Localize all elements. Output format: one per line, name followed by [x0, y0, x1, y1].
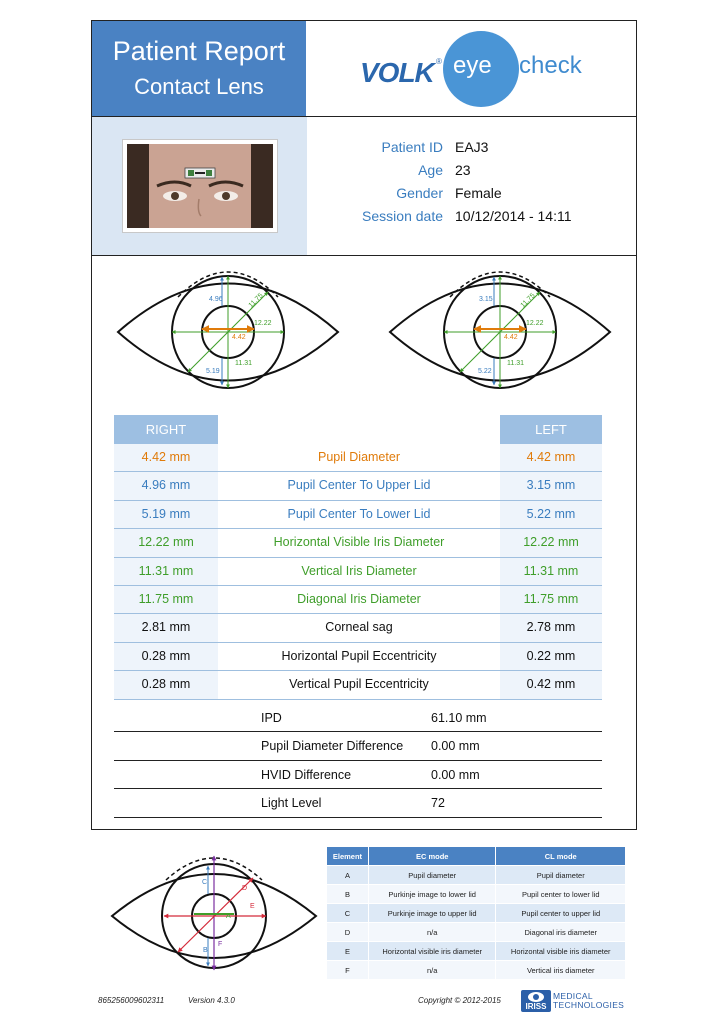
legend-row: [327, 942, 626, 961]
measurement-name: Pupil Diameter: [218, 444, 500, 472]
legend-element-cell: A: [327, 866, 369, 885]
legend-element-cell: F: [327, 961, 369, 980]
legend-ec-cell: Purkinje image to lower lid: [368, 885, 496, 904]
legend-cl-cell: Pupil center to lower lid: [496, 885, 626, 904]
pupil-icon: [533, 994, 539, 1000]
left-eye-value: 5.22 mm: [500, 501, 602, 529]
left-eye-value: 11.31 mm: [500, 558, 602, 586]
legend-element-cell: C: [327, 904, 369, 923]
patient-photo: [122, 139, 278, 233]
session-date-row: [307, 208, 636, 228]
light-level-label: Light Level: [261, 796, 322, 811]
patient-section: [92, 117, 636, 256]
right-upper-label: 4.96: [209, 296, 223, 303]
measurement-name: Corneal sag: [218, 614, 500, 642]
report-frame: [91, 20, 637, 830]
hvid-difference-value: 0.00 mm: [431, 767, 480, 782]
left-upper-label: 3.15: [479, 296, 493, 303]
legend-ec-header: EC mode: [368, 847, 496, 866]
left-diag-label: 11.75: [519, 292, 537, 310]
left-column-header: LEFT: [500, 415, 602, 444]
report-title: Patient Report: [112, 36, 286, 66]
patient-id-row: [307, 139, 636, 159]
left-hvid-label: 12.22: [526, 320, 544, 327]
ipd-value: 61.10 mm: [431, 711, 487, 725]
legend-row: [327, 961, 626, 980]
measurement-name: Diagonal Iris Diameter: [218, 586, 500, 614]
volk-logo-text: VOLK: [360, 57, 434, 88]
measurement-row: [114, 529, 602, 557]
right-lower-label: 5.19: [206, 368, 220, 375]
legend-cl-cell: Diagonal iris diameter: [496, 923, 626, 942]
title-box: [92, 21, 306, 116]
right-eye-value: 2.81 mm: [114, 614, 218, 642]
eye-diagrams-area: [92, 257, 636, 407]
legend-ec-cell: Horizontal visible iris diameter: [368, 942, 496, 961]
summary-row: [114, 761, 602, 789]
volk-eyecheck-logo: [360, 29, 590, 109]
legend-cl-cell: Horizontal visible iris diameter: [496, 942, 626, 961]
summary-row: [114, 704, 602, 732]
gender-row: [307, 185, 636, 205]
right-eye-value: 0.28 mm: [114, 671, 218, 699]
legend-cl-header: CL mode: [496, 847, 626, 866]
measurement-row: [114, 558, 602, 586]
photo-panel: [92, 117, 307, 255]
patient-id-label: Patient ID: [381, 139, 443, 155]
left-eye-value: 11.75 mm: [500, 586, 602, 614]
measurement-name: Vertical Pupil Eccentricity: [218, 671, 500, 699]
legend-eye-svg: [108, 852, 328, 976]
left-eye-value: 0.42 mm: [500, 671, 602, 699]
left-eye-value: 2.78 mm: [500, 614, 602, 642]
measurement-name: Horizontal Visible Iris Diameter: [218, 529, 500, 557]
legend-row: [327, 885, 626, 904]
legend-ec-cell: n/a: [368, 961, 496, 980]
legend-letter-a: A: [226, 913, 231, 920]
light-level-value: 72: [431, 796, 445, 811]
left-eye-value: 4.42 mm: [500, 444, 602, 472]
measurement-row: [114, 643, 602, 671]
company-line2: TECHNOLOGIES: [553, 1000, 625, 1010]
iriss-logo: [521, 990, 631, 1014]
measurement-name: Pupil Center To Lower Lid: [218, 501, 500, 529]
summary-row: [114, 732, 602, 760]
measurement-name: Vertical Iris Diameter: [218, 558, 500, 586]
logo-check-word: check: [519, 52, 582, 79]
legend-cl-cell: Vertical iris diameter: [496, 961, 626, 980]
legend-element-cell: E: [327, 942, 369, 961]
left-eye-value: 0.22 mm: [500, 643, 602, 671]
version-text: Version 4.3.0: [188, 996, 235, 1005]
patient-face-image: [127, 144, 273, 228]
eye-diagrams: [92, 257, 636, 407]
right-eye-diagram: [118, 272, 338, 388]
patient-id-value: EAJ3: [455, 139, 489, 155]
left-eye-value: 12.22 mm: [500, 529, 602, 557]
right-eye-value: 4.42 mm: [114, 444, 218, 472]
right-eye-value: 0.28 mm: [114, 643, 218, 671]
legend-eye-diagram: [108, 852, 328, 976]
hvid-difference-label: HVID Difference: [261, 767, 352, 782]
measurement-row: [114, 501, 602, 529]
legend-element-header: Element: [327, 847, 369, 866]
left-eye-value: 3.15 mm: [500, 472, 602, 500]
pupil-diameter-difference-value: 0.00 mm: [431, 739, 480, 754]
legend-header-row: [327, 847, 626, 866]
left-pupil-label: 4.42: [504, 334, 518, 341]
legend-letter-c: C: [202, 879, 208, 886]
legend-cl-cell: Pupil center to upper lid: [496, 904, 626, 923]
right-eye-value: 5.19 mm: [114, 501, 218, 529]
summary-row: [114, 789, 602, 817]
right-hvid-label: 12.22: [254, 320, 272, 327]
registered-mark: ®: [436, 57, 442, 66]
right-eye-value: 4.96 mm: [114, 472, 218, 500]
legend-element-cell: D: [327, 923, 369, 942]
right-vert-label: 11.31: [235, 360, 252, 367]
measurement-row: [114, 586, 602, 614]
legend-rows: [327, 866, 626, 980]
pupil-diameter-difference-label: Pupil Diameter Difference: [261, 739, 404, 754]
measurement-row: [114, 614, 602, 642]
right-eye-value: 11.75 mm: [114, 586, 218, 614]
report-header: [92, 21, 636, 117]
legend-cl-cell: Pupil diameter: [496, 866, 626, 885]
legend-letter-f: F: [218, 941, 223, 948]
measurement-name: Horizontal Pupil Eccentricity: [218, 643, 500, 671]
legend-letter-e: E: [250, 903, 255, 910]
legend-ec-cell: Purkinje image to upper lid: [368, 904, 496, 923]
legend-element-cell: B: [327, 885, 369, 904]
left-vert-label: 11.31: [507, 360, 524, 367]
gender-label: Gender: [396, 185, 443, 201]
ipd-label: IPD: [261, 711, 282, 725]
legend-table: [326, 846, 626, 980]
right-eye-value: 11.31 mm: [114, 558, 218, 586]
right-pupil-label: 4.42: [232, 334, 246, 341]
legend-row: [327, 923, 626, 942]
serial-number: 865256009602311: [98, 996, 165, 1005]
iriss-company-name: [553, 992, 624, 1010]
legend-letter-b: B: [203, 947, 208, 954]
gender-value: Female: [455, 185, 502, 201]
measurements-header: [114, 415, 602, 444]
iriss-badge-text: IRISS: [525, 1002, 547, 1011]
age-label: Age: [418, 162, 443, 178]
age-row: [307, 162, 636, 182]
session-date-value: 10/12/2014 - 14:11: [455, 208, 572, 224]
copyright-text: Copyright © 2012-2015: [418, 996, 501, 1005]
legend-letter-d: D: [242, 885, 248, 892]
logo-eye-word: eye: [453, 52, 492, 79]
legend-row: [327, 904, 626, 923]
legend-ec-cell: Pupil diameter: [368, 866, 496, 885]
right-diag-label: 11.75: [247, 292, 265, 310]
measurement-row: [114, 472, 602, 500]
session-date-label: Session date: [362, 208, 443, 224]
measurement-row: [114, 444, 602, 472]
measurement-row: [114, 671, 602, 699]
left-eye-diagram: [390, 272, 610, 388]
iriss-badge: [521, 990, 551, 1012]
left-lower-label: 5.22: [478, 368, 492, 375]
legend-row: [327, 866, 626, 885]
right-column-header: RIGHT: [114, 415, 218, 444]
measurement-name: Pupil Center To Upper Lid: [218, 472, 500, 500]
company-line1: MEDICAL: [553, 991, 593, 1001]
age-value: 23: [455, 162, 471, 178]
legend-ec-cell: n/a: [368, 923, 496, 942]
right-eye-value: 12.22 mm: [114, 529, 218, 557]
report-subtitle: Contact Lens: [134, 74, 264, 99]
